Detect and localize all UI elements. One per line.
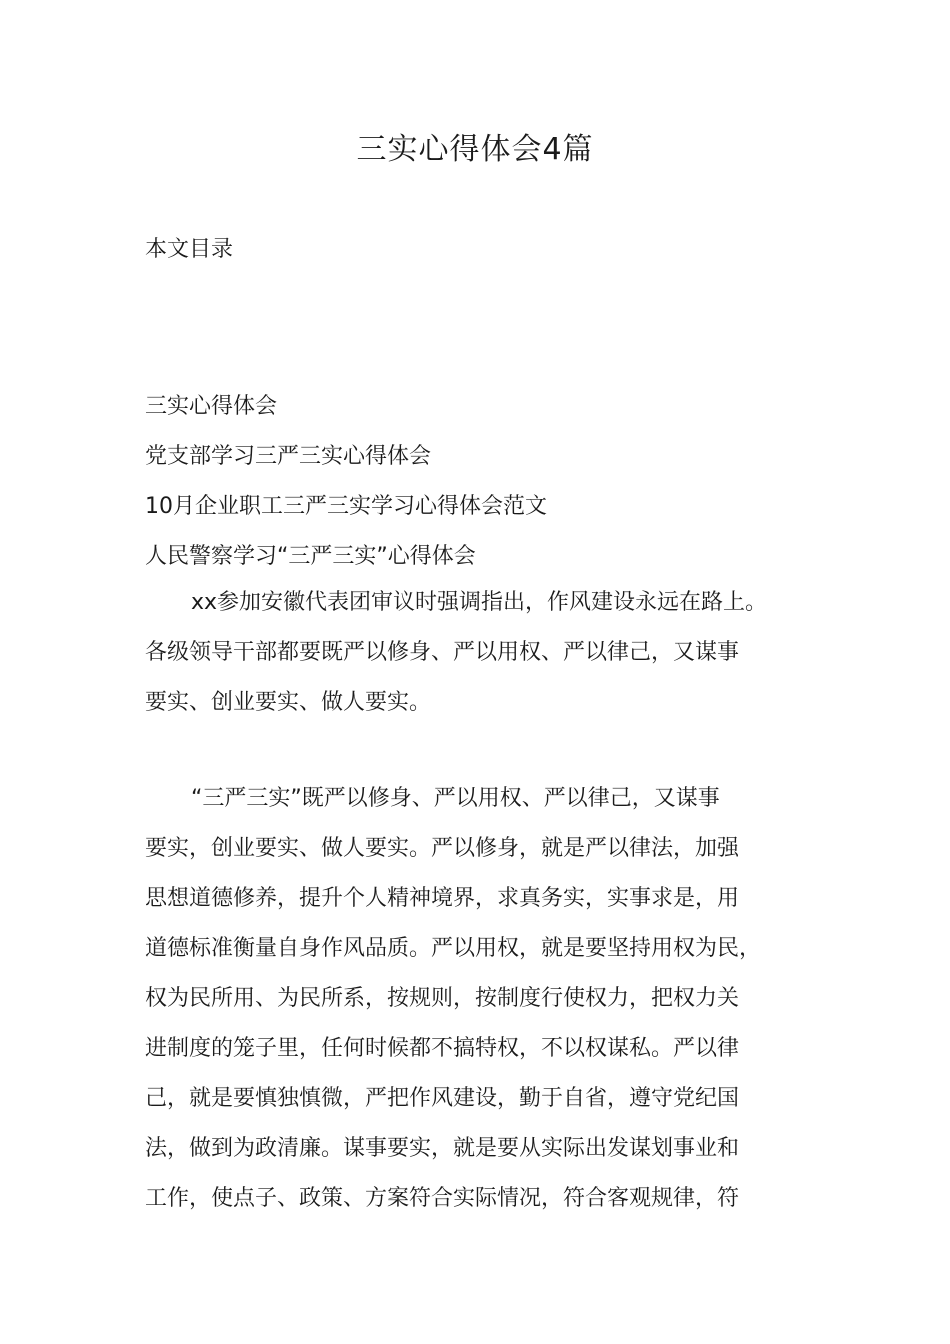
paragraph-line: xx参加安徽代表团审议时强调指出，作风建设永远在路上。 [191, 590, 768, 615]
paragraph-line: 要实、创业要实、做人要实。 [145, 690, 432, 715]
body-paragraph [145, 774, 825, 1224]
paragraph-line: 要实，创业要实、做人要实。严以修身，就是严以律法，加强 [145, 836, 740, 861]
paragraph-line: 法，做到为政清廉。谋事要实，就是要从实际出发谋划事业和 [145, 1136, 740, 1161]
paragraph-line: 权为民所用、为民所系，按规则，按制度行使权力，把权力关 [145, 986, 740, 1011]
paragraph-line: 思想道德修养，提升个人精神境界，求真务实，实事求是，用 [145, 886, 740, 911]
toc-item: 10月企业职工三严三实学习心得体会范文 [145, 494, 547, 519]
toc-item: 三实心得体会 [145, 394, 278, 419]
toc-item: 党支部学习三严三实心得体会 [145, 444, 432, 469]
document-title: 三实心得体会4篇 [356, 132, 594, 167]
paragraph-line: 进制度的笼子里，任何时候都不搞特权，不以权谋私。严以律 [145, 1036, 740, 1061]
paragraph-line: 道德标准衡量自身作风品质。严以用权，就是要坚持用权为民， [145, 936, 762, 961]
toc-item: 人民警察学习“三严三实”心得体会 [145, 544, 476, 569]
paragraph-line: 己，就是要慎独慎微，严把作风建设，勤于自省，遵守党纪国 [145, 1086, 740, 1111]
toc-list [145, 382, 547, 582]
toc-heading: 本文目录 [145, 237, 234, 262]
paragraph-line: 工作，使点子、政策、方案符合实际情况，符合客观规律，符 [145, 1186, 740, 1211]
paragraph-line: 各级领导干部都要既严以修身、严以用权、严以律己，又谋事 [145, 640, 740, 665]
paragraph-line: “三严三实”既严以修身、严以用权、严以律己，又谋事 [191, 786, 720, 811]
body-paragraph [145, 578, 825, 728]
